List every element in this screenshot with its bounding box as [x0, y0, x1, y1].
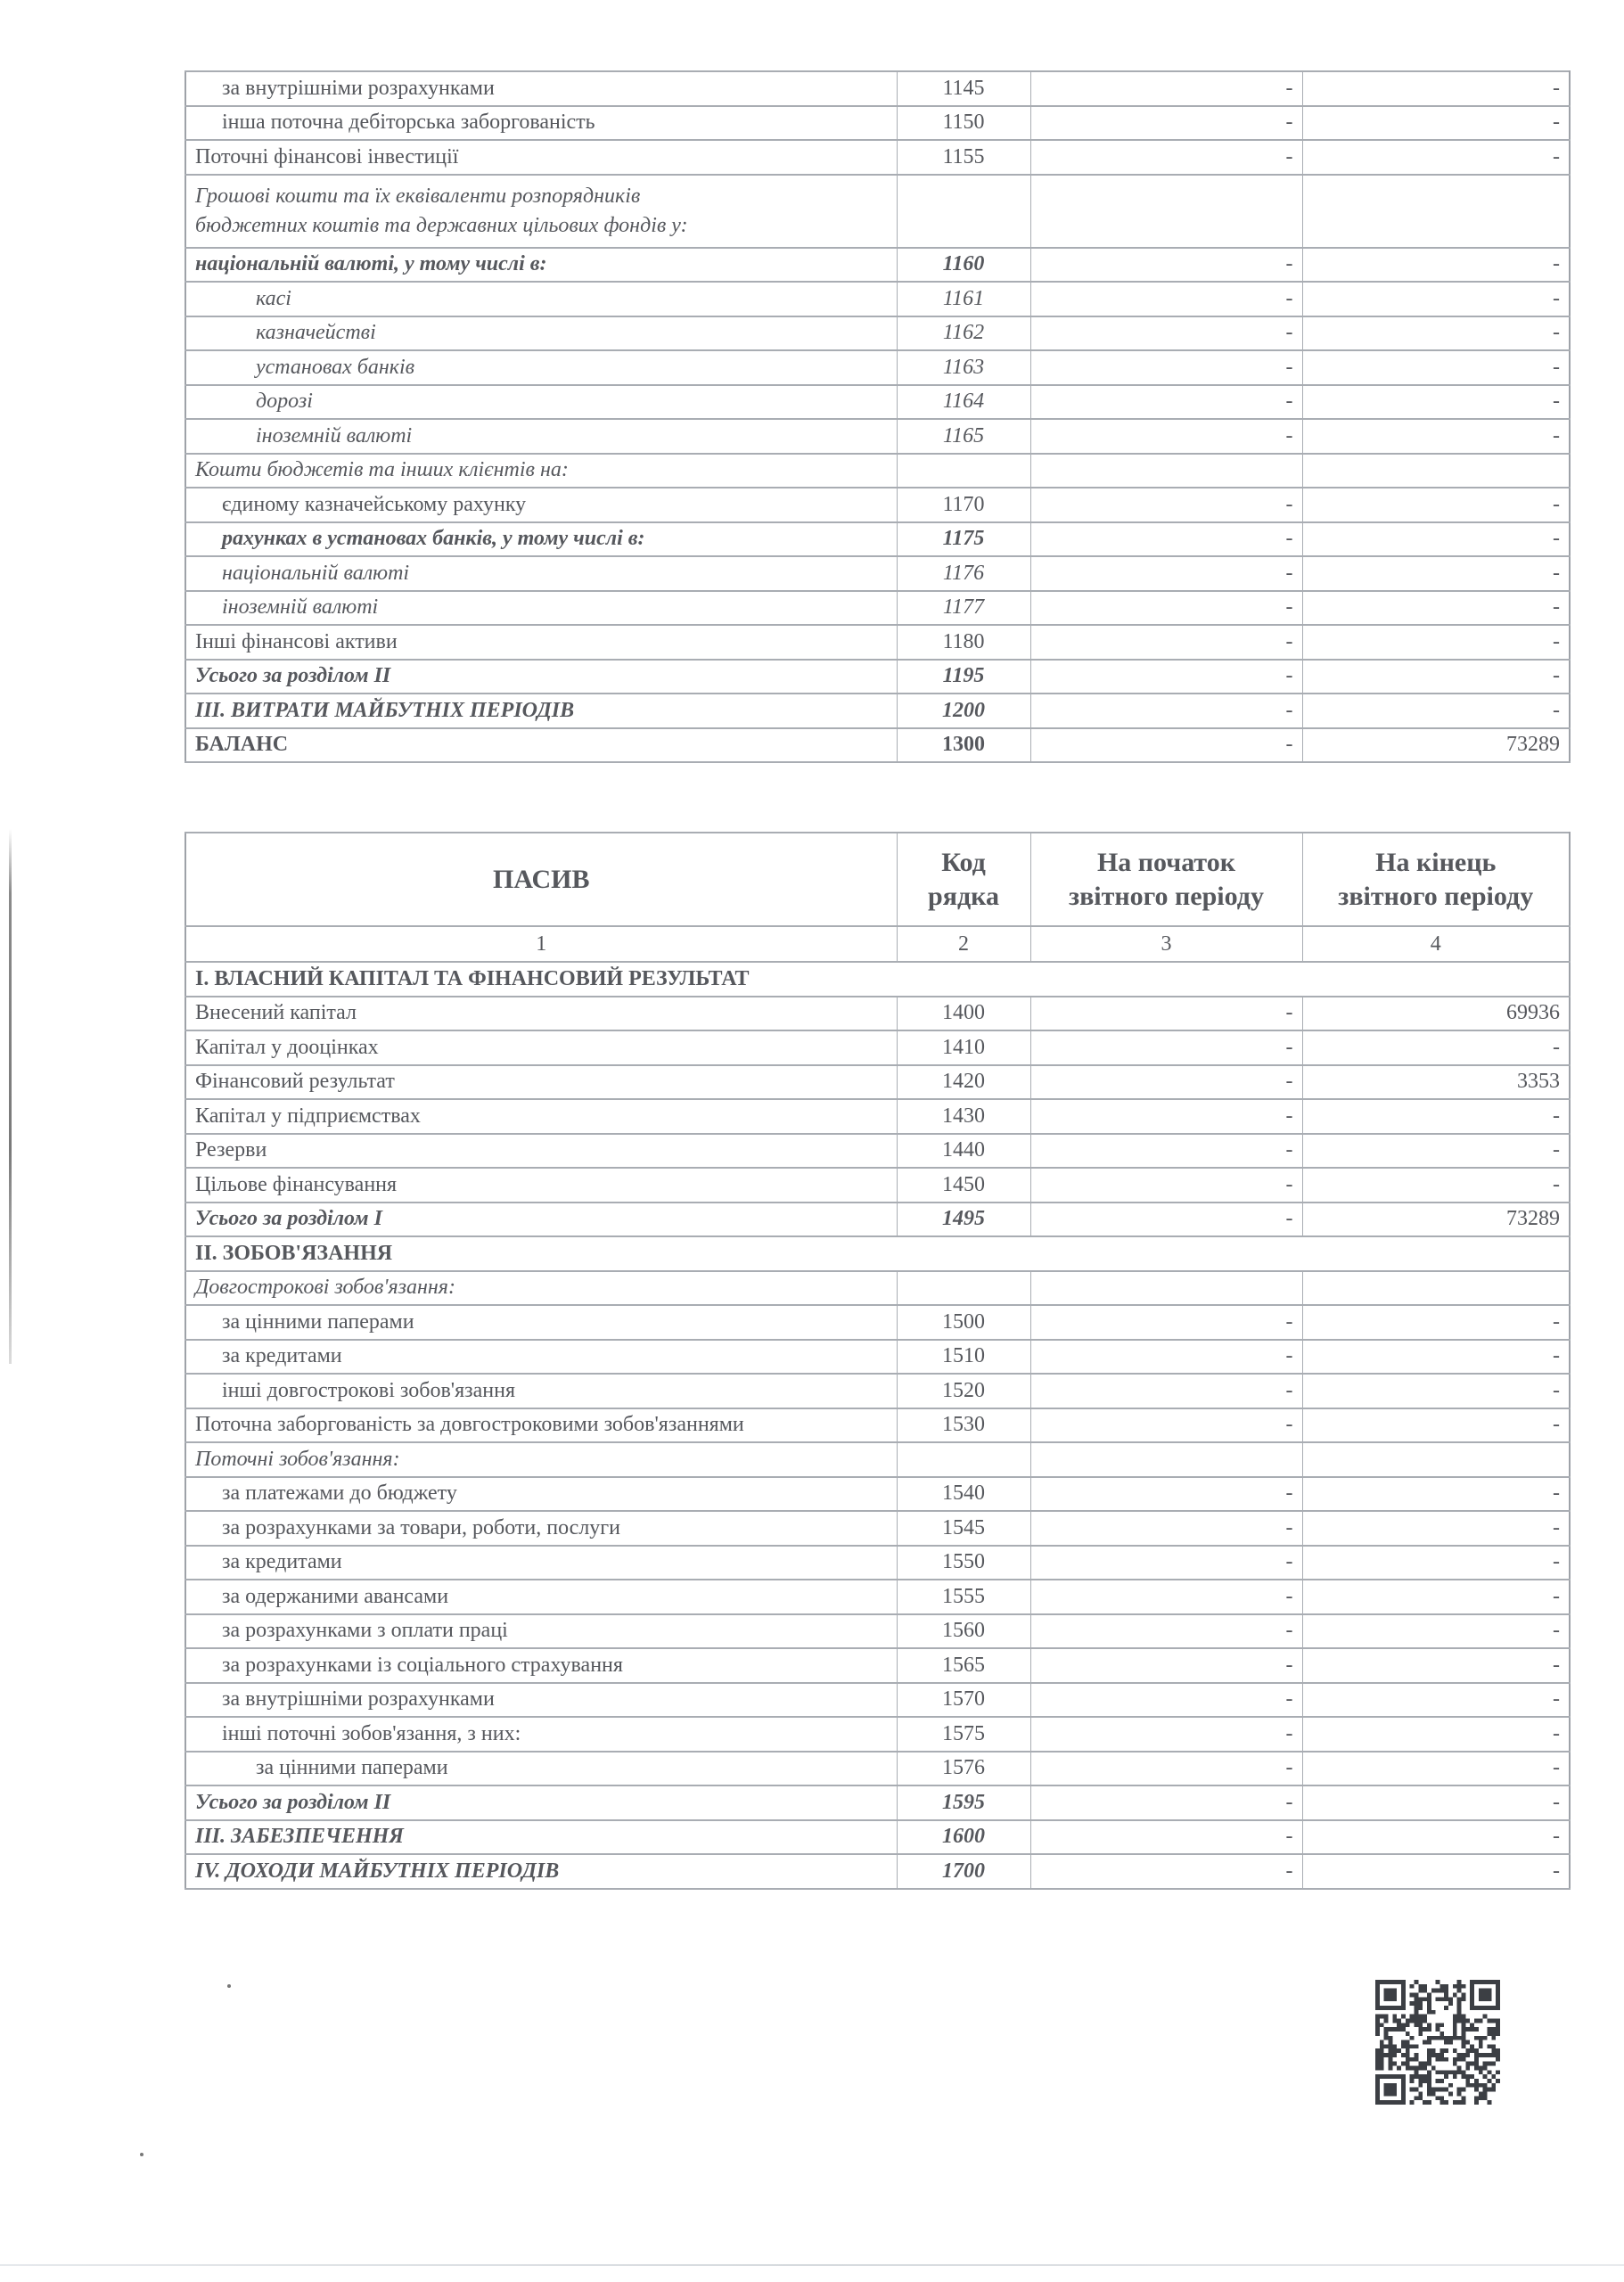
- row-label-cell: [185, 1648, 897, 1683]
- row-label-line2: бюджетних коштів та державних цільових фондів у:: [195, 213, 688, 237]
- row-value-end: -: [1302, 1340, 1570, 1375]
- table-row: [185, 1854, 1570, 1889]
- table-row: [185, 1030, 1570, 1065]
- row-label: Інші фінансові активи: [195, 629, 398, 653]
- row-value-end: -: [1302, 385, 1570, 420]
- row-value-end: 69936: [1302, 997, 1570, 1031]
- row-value-end: -: [1302, 660, 1570, 694]
- row-code: 1420: [897, 1065, 1030, 1100]
- row-code: 1440: [897, 1134, 1030, 1169]
- row-value-end: -: [1302, 350, 1570, 385]
- row-label-cell: [185, 1546, 897, 1580]
- assets-table-continued: [185, 70, 1571, 763]
- row-value-end: -: [1302, 1854, 1570, 1889]
- row-code: 1540: [897, 1477, 1030, 1512]
- row-code: 1400: [897, 997, 1030, 1031]
- row-label: за внутрішніми розрахунками: [222, 76, 495, 100]
- table-row: [185, 1374, 1570, 1408]
- table-row: [185, 350, 1570, 385]
- section1-body: [185, 997, 1570, 1237]
- row-label-cell: [185, 728, 897, 763]
- row-label: Капітал у підприємствах: [195, 1104, 421, 1128]
- row-value-end: -: [1302, 1546, 1570, 1580]
- table-row: [185, 248, 1570, 283]
- row-code: 1530: [897, 1408, 1030, 1443]
- table-row: [185, 1546, 1570, 1580]
- header-period-end: [1302, 833, 1570, 926]
- row-label: за цінними паперами: [222, 1309, 414, 1334]
- row-value-start: -: [1030, 385, 1302, 420]
- row-value-start: -: [1030, 1203, 1302, 1237]
- row-label: єдиному казначейському рахунку: [222, 492, 527, 516]
- row-value-end: -: [1302, 1648, 1570, 1683]
- row-value-start: [1030, 454, 1302, 488]
- header-row-code-line2: рядка: [928, 881, 999, 911]
- row-label-cell: [185, 1305, 897, 1340]
- row-label-cell: [185, 1065, 897, 1100]
- row-code: 1145: [897, 71, 1030, 106]
- table-row: [185, 1648, 1570, 1683]
- row-label: III. ВИТРАТИ МАЙБУТНІХ ПЕРІОДІВ: [195, 698, 575, 722]
- table-row: [185, 1203, 1570, 1237]
- row-label: дорозі: [256, 390, 313, 414]
- table-row: [185, 1134, 1570, 1169]
- row-code: 1160: [897, 248, 1030, 283]
- column-number: 3: [1030, 926, 1302, 962]
- table-row: [185, 1752, 1570, 1786]
- row-value-start: -: [1030, 1477, 1302, 1512]
- row-label-cell: [185, 1134, 897, 1169]
- row-code: 1700: [897, 1854, 1030, 1889]
- row-label-cell: [185, 1203, 897, 1237]
- row-value-end: -: [1302, 1752, 1570, 1786]
- row-value-start: -: [1030, 997, 1302, 1031]
- row-value-start: -: [1030, 248, 1302, 283]
- row-code: 1450: [897, 1168, 1030, 1203]
- section-title-row: [185, 962, 1570, 997]
- row-value-end: -: [1302, 140, 1570, 175]
- row-value-start: -: [1030, 1820, 1302, 1855]
- row-label-cell: [185, 350, 897, 385]
- row-label: Внесений капітал: [195, 1001, 357, 1025]
- row-code: 1300: [897, 728, 1030, 763]
- header-period-end-line2: звітного періоду: [1338, 881, 1534, 911]
- row-label: Фінансовий результат: [195, 1070, 395, 1094]
- row-value-start: -: [1030, 1752, 1302, 1786]
- row-value-start: -: [1030, 1340, 1302, 1375]
- row-label: за розрахунками за товари, роботи, послуги: [222, 1515, 620, 1539]
- row-value-end: 3353: [1302, 1065, 1570, 1100]
- table-row: [185, 591, 1570, 626]
- table-row: [185, 1683, 1570, 1718]
- row-value-start: -: [1030, 556, 1302, 591]
- row-label: Капітал у дооцінках: [195, 1035, 379, 1059]
- row-value-start: -: [1030, 282, 1302, 316]
- row-label: за розрахунками із соціального страхування: [222, 1653, 623, 1677]
- row-code: 1555: [897, 1580, 1030, 1614]
- row-label-cell: [185, 1820, 897, 1855]
- row-value-end: -: [1302, 282, 1570, 316]
- row-code: 1175: [897, 522, 1030, 557]
- table-row: [185, 1305, 1570, 1340]
- column-number: 1: [185, 926, 897, 962]
- row-value-end: -: [1302, 1614, 1570, 1649]
- table-row: [185, 1168, 1570, 1203]
- row-value-end: -: [1302, 71, 1570, 106]
- row-value-end: -: [1302, 1785, 1570, 1820]
- row-label: Кошти бюджетів та інших клієнтів на:: [195, 458, 569, 482]
- row-code: 1575: [897, 1717, 1030, 1752]
- row-label-cell: [185, 1717, 897, 1752]
- row-value-end: -: [1302, 106, 1570, 141]
- row-label: іноземній валюті: [222, 595, 379, 620]
- row-label-cell: [185, 316, 897, 351]
- table-row: [185, 1580, 1570, 1614]
- qr-code-icon: [1375, 1980, 1500, 2105]
- row-value-start: -: [1030, 1168, 1302, 1203]
- row-label: касі: [256, 286, 291, 310]
- row-code: 1495: [897, 1203, 1030, 1237]
- row-value-end: -: [1302, 1134, 1570, 1169]
- row-value-start: -: [1030, 625, 1302, 660]
- table-row: [185, 625, 1570, 660]
- row-label: установах банків: [256, 355, 415, 379]
- liabilities-table: [185, 832, 1571, 1890]
- section-title-row: [185, 1236, 1570, 1271]
- row-value-start: -: [1030, 1614, 1302, 1649]
- row-label: інші довгострокові зобов'язання: [222, 1378, 516, 1402]
- table-row: [185, 71, 1570, 106]
- table-row: [185, 1271, 1570, 1306]
- row-label: іноземній валюті: [256, 423, 413, 447]
- table-row: [185, 488, 1570, 522]
- row-label-cell: [185, 1340, 897, 1375]
- row-value-start: -: [1030, 1648, 1302, 1683]
- row-label-cell: [185, 454, 897, 488]
- row-code: 1410: [897, 1030, 1030, 1065]
- row-label: Грошові кошти та їх еквіваленти розпорядників: [195, 185, 641, 209]
- table-row: [185, 660, 1570, 694]
- row-value-end: -: [1302, 316, 1570, 351]
- table-row: [185, 175, 1570, 248]
- row-value-end: -: [1302, 1374, 1570, 1408]
- row-value-start: -: [1030, 71, 1302, 106]
- table-row: [185, 728, 1570, 763]
- row-label: за одержаними авансами: [222, 1584, 449, 1608]
- table-row: [185, 282, 1570, 316]
- row-label: за внутрішніми розрахунками: [222, 1687, 495, 1712]
- row-value-end: -: [1302, 1820, 1570, 1855]
- scan-edge-artifact: [9, 829, 12, 1364]
- row-code: 1550: [897, 1546, 1030, 1580]
- row-label-cell: [185, 385, 897, 420]
- row-value-start: [1030, 175, 1302, 248]
- row-code: [897, 1442, 1030, 1477]
- liabilities-header-row: [185, 833, 1570, 926]
- row-value-start: -: [1030, 660, 1302, 694]
- row-label: Довгострокові зобов'язання:: [195, 1276, 455, 1300]
- row-value-end: 73289: [1302, 728, 1570, 763]
- row-value-end: -: [1302, 1030, 1570, 1065]
- row-code: 1565: [897, 1648, 1030, 1683]
- row-label: БАЛАНС: [195, 733, 289, 757]
- header-row-code-line1: Код: [941, 848, 986, 877]
- row-label: Поточна заборгованість за довгостроковими зобов'язаннями: [195, 1413, 744, 1437]
- row-code: 1195: [897, 660, 1030, 694]
- row-label-cell: [185, 1683, 897, 1718]
- row-code: [897, 175, 1030, 248]
- row-code: 1161: [897, 282, 1030, 316]
- row-value-end: -: [1302, 1099, 1570, 1134]
- row-code: 1595: [897, 1785, 1030, 1820]
- row-value-start: -: [1030, 728, 1302, 763]
- row-value-start: -: [1030, 591, 1302, 626]
- row-code: 1520: [897, 1374, 1030, 1408]
- header-row-code: [897, 833, 1030, 926]
- row-code: 1570: [897, 1683, 1030, 1718]
- table-row: [185, 556, 1570, 591]
- row-label: за кредитами: [222, 1550, 342, 1574]
- row-value-start: -: [1030, 1717, 1302, 1752]
- header-liabilities-label: ПАСИВ: [492, 864, 590, 894]
- row-code: 1162: [897, 316, 1030, 351]
- row-code: 1163: [897, 350, 1030, 385]
- row-value-start: [1030, 1442, 1302, 1477]
- row-value-end: -: [1302, 591, 1570, 626]
- row-label-cell: [185, 419, 897, 454]
- table-row: [185, 106, 1570, 141]
- row-label: національній валюті: [222, 561, 410, 585]
- header-period-end-line1: На кінець: [1375, 848, 1497, 877]
- row-value-end: -: [1302, 1305, 1570, 1340]
- row-label: IV. ДОХОДИ МАЙБУТНІХ ПЕРІОДІВ: [195, 1859, 560, 1883]
- row-value-start: -: [1030, 1683, 1302, 1718]
- header-period-start-line1: На початок: [1096, 848, 1236, 877]
- row-label-cell: [185, 1168, 897, 1203]
- row-code: 1576: [897, 1752, 1030, 1786]
- row-label-cell: [185, 660, 897, 694]
- row-value-start: -: [1030, 1408, 1302, 1443]
- table-row: [185, 316, 1570, 351]
- row-code: 1177: [897, 591, 1030, 626]
- row-label: Усього за розділом II: [195, 664, 391, 688]
- row-code: 1510: [897, 1340, 1030, 1375]
- section2-body: [185, 1271, 1570, 1889]
- header-period-start: [1030, 833, 1302, 926]
- row-value-start: -: [1030, 316, 1302, 351]
- row-value-end: -: [1302, 694, 1570, 728]
- row-label-cell: [185, 1030, 897, 1065]
- row-label: за кредитами: [222, 1344, 342, 1368]
- row-value-start: -: [1030, 1305, 1302, 1340]
- row-value-start: -: [1030, 1134, 1302, 1169]
- row-label-cell: [185, 1099, 897, 1134]
- section1-title: I. ВЛАСНИЙ КАПІТАЛ ТА ФІНАНСОВИЙ РЕЗУЛЬТАТ: [185, 962, 1570, 997]
- row-value-start: [1030, 1271, 1302, 1306]
- row-label: Цільове фінансування: [195, 1172, 398, 1196]
- row-value-start: -: [1030, 1785, 1302, 1820]
- row-label: за розрахунками з оплати праці: [222, 1619, 508, 1643]
- row-label: національній валюті, у тому числі в:: [195, 252, 547, 276]
- row-label-cell: [185, 1511, 897, 1546]
- row-label-cell: [185, 1477, 897, 1512]
- row-value-start: -: [1030, 488, 1302, 522]
- row-code: 1500: [897, 1305, 1030, 1340]
- row-code: 1545: [897, 1511, 1030, 1546]
- table-row: [185, 997, 1570, 1031]
- section2-title: II. ЗОБОВ'ЯЗАННЯ: [185, 1236, 1570, 1271]
- table-row: [185, 1785, 1570, 1820]
- row-label: інші поточні зобов'язання, з них:: [222, 1721, 521, 1745]
- scan-bottom-edge: [0, 2264, 1624, 2266]
- row-value-start: -: [1030, 1099, 1302, 1134]
- scan-speck: [140, 2153, 144, 2156]
- column-numbers-row: [185, 926, 1570, 962]
- assets-table-body: [185, 71, 1570, 762]
- row-value-end: -: [1302, 1683, 1570, 1718]
- table-row: [185, 1099, 1570, 1134]
- row-value-start: -: [1030, 419, 1302, 454]
- table-row: [185, 1614, 1570, 1649]
- column-number: 4: [1302, 926, 1570, 962]
- row-label-cell: [185, 1614, 897, 1649]
- row-label-cell: [185, 1752, 897, 1786]
- row-label-cell: [185, 1854, 897, 1889]
- row-value-start: -: [1030, 140, 1302, 175]
- row-label: за платежами до бюджету: [222, 1482, 457, 1506]
- row-value-end: [1302, 175, 1570, 248]
- row-value-start: -: [1030, 106, 1302, 141]
- row-label-cell: [185, 140, 897, 175]
- row-value-end: -: [1302, 522, 1570, 557]
- row-code: 1200: [897, 694, 1030, 728]
- header-period-start-line2: звітного періоду: [1069, 881, 1264, 911]
- table-row: [185, 1340, 1570, 1375]
- row-label-cell: [185, 694, 897, 728]
- row-value-end: [1302, 1271, 1570, 1306]
- row-code: [897, 454, 1030, 488]
- table-row: [185, 1442, 1570, 1477]
- row-code: 1150: [897, 106, 1030, 141]
- row-value-end: -: [1302, 248, 1570, 283]
- row-label: казначействі: [256, 321, 376, 345]
- row-label-cell: [185, 488, 897, 522]
- row-label-cell: [185, 1580, 897, 1614]
- row-label-cell: [185, 591, 897, 626]
- row-code: 1164: [897, 385, 1030, 420]
- row-code: [897, 1271, 1030, 1306]
- row-label-cell: [185, 71, 897, 106]
- row-value-end: -: [1302, 1717, 1570, 1752]
- row-label-cell: [185, 1271, 897, 1306]
- row-value-start: -: [1030, 1580, 1302, 1614]
- table-row: [185, 1477, 1570, 1512]
- row-value-end: [1302, 1442, 1570, 1477]
- row-label-cell: [185, 997, 897, 1031]
- header-liabilities: [185, 833, 897, 926]
- row-value-start: -: [1030, 1546, 1302, 1580]
- row-label-cell: [185, 1442, 897, 1477]
- table-row: [185, 694, 1570, 728]
- row-value-start: -: [1030, 350, 1302, 385]
- table-row: [185, 385, 1570, 420]
- row-value-start: -: [1030, 1030, 1302, 1065]
- row-value-end: -: [1302, 556, 1570, 591]
- row-value-start: -: [1030, 1854, 1302, 1889]
- table-row: [185, 1820, 1570, 1855]
- row-value-end: -: [1302, 1408, 1570, 1443]
- row-label: III. ЗАБЕЗПЕЧЕННЯ: [195, 1825, 404, 1849]
- row-label-cell: [185, 248, 897, 283]
- row-label: Поточні зобов'язання:: [195, 1447, 400, 1471]
- row-code: 1176: [897, 556, 1030, 591]
- row-value-end: -: [1302, 1477, 1570, 1512]
- row-label-cell: [185, 282, 897, 316]
- row-code: 1600: [897, 1820, 1030, 1855]
- row-label: Усього за розділом II: [195, 1790, 391, 1814]
- row-code: 1430: [897, 1099, 1030, 1134]
- row-value-end: 73289: [1302, 1203, 1570, 1237]
- row-value-end: -: [1302, 1580, 1570, 1614]
- row-label-cell: [185, 1785, 897, 1820]
- column-number: 2: [897, 926, 1030, 962]
- row-value-end: -: [1302, 1168, 1570, 1203]
- table-row: [185, 140, 1570, 175]
- row-label: Поточні фінансові інвестиції: [195, 144, 459, 168]
- row-label-cell: [185, 625, 897, 660]
- row-label-cell: [185, 522, 897, 557]
- row-label-cell: [185, 106, 897, 141]
- row-label-cell: [185, 175, 897, 248]
- row-code: 1155: [897, 140, 1030, 175]
- row-label: інша поточна дебіторська заборгованість: [222, 111, 595, 135]
- row-code: 1165: [897, 419, 1030, 454]
- table-row: [185, 1511, 1570, 1546]
- row-code: 1560: [897, 1614, 1030, 1649]
- row-label: рахунках в установах банків, у тому числі в:: [222, 527, 645, 551]
- row-value-end: -: [1302, 625, 1570, 660]
- table-row: [185, 419, 1570, 454]
- row-code: 1170: [897, 488, 1030, 522]
- row-value-start: -: [1030, 1065, 1302, 1100]
- row-value-start: -: [1030, 1511, 1302, 1546]
- row-value-end: [1302, 454, 1570, 488]
- table-row: [185, 1717, 1570, 1752]
- row-value-start: -: [1030, 1374, 1302, 1408]
- scan-speck: [227, 1984, 231, 1988]
- row-value-end: -: [1302, 488, 1570, 522]
- table-row: [185, 1408, 1570, 1443]
- table-row: [185, 454, 1570, 488]
- table-row: [185, 1065, 1570, 1100]
- row-label-cell: [185, 1374, 897, 1408]
- table-row: [185, 522, 1570, 557]
- row-value-end: -: [1302, 1511, 1570, 1546]
- row-label-cell: [185, 556, 897, 591]
- row-label: за цінними паперами: [256, 1756, 448, 1780]
- row-label-cell: [185, 1408, 897, 1443]
- row-label: Усього за розділом I: [195, 1207, 382, 1231]
- row-value-start: -: [1030, 694, 1302, 728]
- row-value-start: -: [1030, 522, 1302, 557]
- row-value-end: -: [1302, 419, 1570, 454]
- row-code: 1180: [897, 625, 1030, 660]
- row-label: Резерви: [195, 1138, 267, 1162]
